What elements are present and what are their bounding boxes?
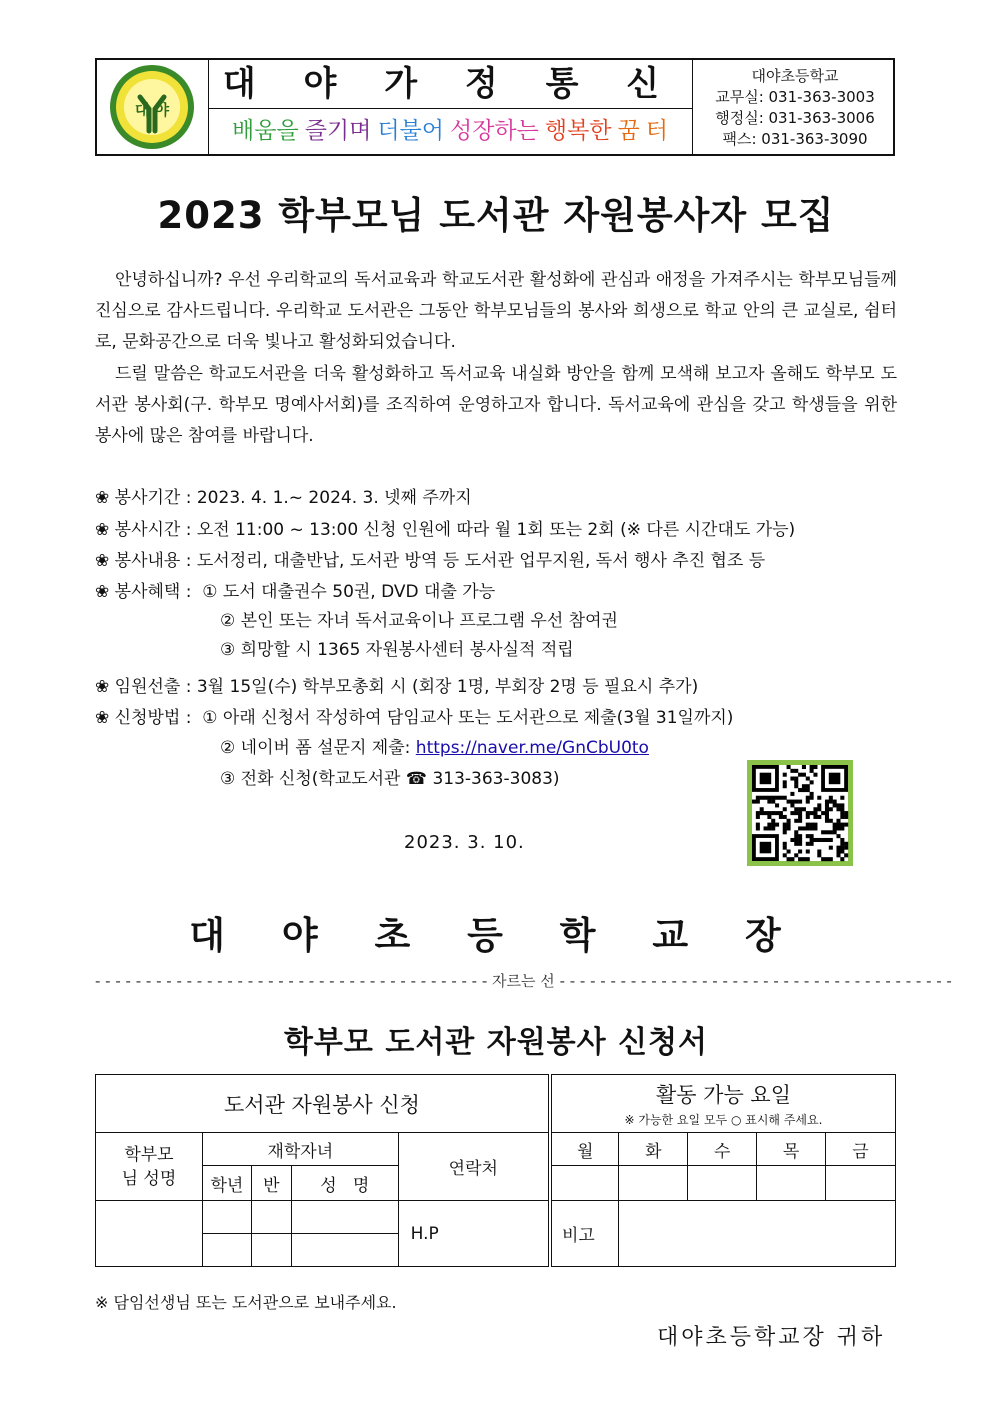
intro-paragraph-1: 안녕하십니까? 우선 우리학교의 독서교육과 학교도서관 활성화에 관심과 애정을 가져주시는 학부모님들께 진심으로 감사드립니다. 우리학교 도서관은 그동안 학부모님들의 봉사와 희생으로 학교 안의 큰 교실로, 쉼터로, 문화공간으로 더욱 빛나고 활성화되었습니다.	[95, 270, 897, 352]
application-form-table	[95, 1074, 896, 1267]
class-input-2[interactable]	[251, 1234, 291, 1267]
contact-office: 교무실: 031-363-3003	[715, 88, 875, 106]
day-mon: 월	[550, 1133, 619, 1166]
naver-form-link[interactable]: https://naver.me/GnCbU0to	[415, 738, 649, 758]
qr-code[interactable]	[747, 760, 853, 866]
wed-check-cell[interactable]	[688, 1166, 757, 1201]
qr-code-icon	[752, 765, 848, 861]
slogan-word: 터	[645, 118, 668, 144]
slogan-word: 배움을	[232, 118, 299, 144]
contact-fax: 팩스: 031-363-3090	[722, 130, 868, 148]
intro-paragraph-2: 드릴 말씀은 학교도서관을 더욱 활성화하고 독서교육 내실화 방안을 함께 모색해 보고자 올해도 학부모 도서관 봉사회(구. 학부모 명예사서회)를 조직하여 운영하고자 합니다. 독서교육에 관심을 갖고 학생들을 위한 봉사에 많은 참여를 바랍니다.	[95, 364, 897, 446]
item-benefit-2: ② 본인 또는 자녀 독서교육이나 프로그램 우선 참여권	[220, 611, 618, 631]
signature-line: 대야초등학교장 귀하	[657, 1325, 886, 1350]
day-fri: 금	[826, 1133, 896, 1166]
newsletter-title: 대 야 가 정 통 신	[208, 60, 692, 109]
grade-label: 학년	[202, 1166, 251, 1201]
principal-title: 대 야 초 등 학 교 장	[189, 914, 803, 957]
hp-field[interactable]: H.P	[398, 1201, 550, 1267]
item-apply: ❀ 신청방법 : ① 아래 신청서 작성하여 담임교사 또는 도서관으로 제출(3월 31일까지)	[95, 708, 734, 728]
child-label: 재학자녀	[202, 1133, 398, 1166]
thu-check-cell[interactable]	[757, 1166, 826, 1201]
item-benefit: ❀ 봉사혜택 : ① 도서 대출권수 50권, DVD 대출 가능	[95, 582, 496, 602]
header-title-cell	[208, 60, 693, 154]
apply-2-prefix: ② 네이버 폼 설문지 제출:	[220, 738, 416, 758]
remark-label: 비고	[550, 1201, 619, 1267]
item-period: ❀ 봉사기간 : 2023. 4. 1.~ 2024. 3. 넷째 주까지	[95, 488, 472, 508]
slogan-word: 즐기며	[304, 118, 372, 144]
contact-admin: 행정실: 031-363-3006	[715, 109, 875, 127]
school-logo-icon	[97, 60, 208, 154]
form-right-header	[550, 1075, 896, 1133]
parent-name-input[interactable]	[96, 1201, 203, 1267]
class-label: 반	[251, 1166, 291, 1201]
item-apply-2	[220, 733, 649, 763]
parent-name-label: 학부모님 성명	[96, 1133, 203, 1201]
slogan-word: 꿈	[617, 118, 640, 144]
submission-note: ※ 담임선생님 또는 도서관으로 보내주세요.	[95, 1293, 397, 1312]
item-benefit-3: ③ 희망할 시 1365 자원봉사센터 봉사실적 적립	[220, 640, 574, 660]
item-content: ❀ 봉사내용 : 도서정리, 대출반납, 도서관 방역 등 도서관 업무지원, 독서 행사 추진 협조 등	[95, 551, 766, 571]
item-time: ❀ 봉사시간 : 오전 11:00 ~ 13:00 신청 인원에 따라 월 1회 또는 2회 (※ 다른 시간대도 가능)	[95, 520, 796, 540]
school-contacts	[693, 60, 897, 154]
remark-input[interactable]	[619, 1201, 896, 1267]
newsletter-header	[95, 58, 895, 156]
name-label: 성 명	[291, 1166, 398, 1201]
day-tue: 화	[619, 1133, 688, 1166]
school-logo-cell	[97, 60, 209, 154]
item-apply-3: ③ 전화 신청(학교도서관 ☎ 313-363-3083)	[220, 769, 560, 789]
item-officer: ❀ 임원선출 : 3월 15일(수) 학부모총회 시 (회장 1명, 부회장 2명 등 필요시 추가)	[95, 677, 699, 697]
day-thu: 목	[757, 1133, 826, 1166]
day-wed: 수	[688, 1133, 757, 1166]
class-input-1[interactable]	[251, 1201, 291, 1234]
name-input-1[interactable]	[291, 1201, 398, 1234]
cut-label: 자르는 선	[492, 972, 555, 990]
name-input-2[interactable]	[291, 1234, 398, 1267]
tue-check-cell[interactable]	[619, 1166, 688, 1201]
logo-text: 대 야	[134, 101, 170, 119]
days-note: ※ 가능한 요일 모두 ○ 표시해 주세요.	[624, 1113, 823, 1127]
slogan-word: 성장하는	[450, 118, 539, 144]
mon-check-cell[interactable]	[550, 1166, 619, 1201]
cut-line	[95, 970, 952, 991]
grade-input-1[interactable]	[202, 1201, 251, 1234]
school-name: 대야초등학교	[751, 67, 839, 85]
form-left-header: 도서관 자원봉사 신청	[96, 1075, 550, 1133]
grade-input-2[interactable]	[202, 1234, 251, 1267]
school-slogan	[208, 109, 692, 154]
document-date: 2023. 3. 10.	[404, 832, 525, 853]
cut-dashes-right: - - - - - - - - - - - - - - - - - - - - - - - - - - - - - - - - - - - - - - -	[559, 972, 952, 990]
days-header: 활동 가능 요일	[655, 1083, 792, 1107]
page-title: 2023 학부모님 도서관 자원봉사자 모집	[157, 194, 835, 237]
cut-dashes-left: - - - - - - - - - - - - - - - - - - - - - - - - - - - - - - - - - - - - - - -	[95, 972, 493, 990]
slogan-word: 더불어	[377, 118, 444, 144]
form-title: 학부모 도서관 자원봉사 신청서	[283, 1025, 709, 1060]
fri-check-cell[interactable]	[826, 1166, 896, 1201]
contact-label: 연락처	[398, 1133, 550, 1201]
slogan-word: 행복한	[544, 118, 612, 144]
